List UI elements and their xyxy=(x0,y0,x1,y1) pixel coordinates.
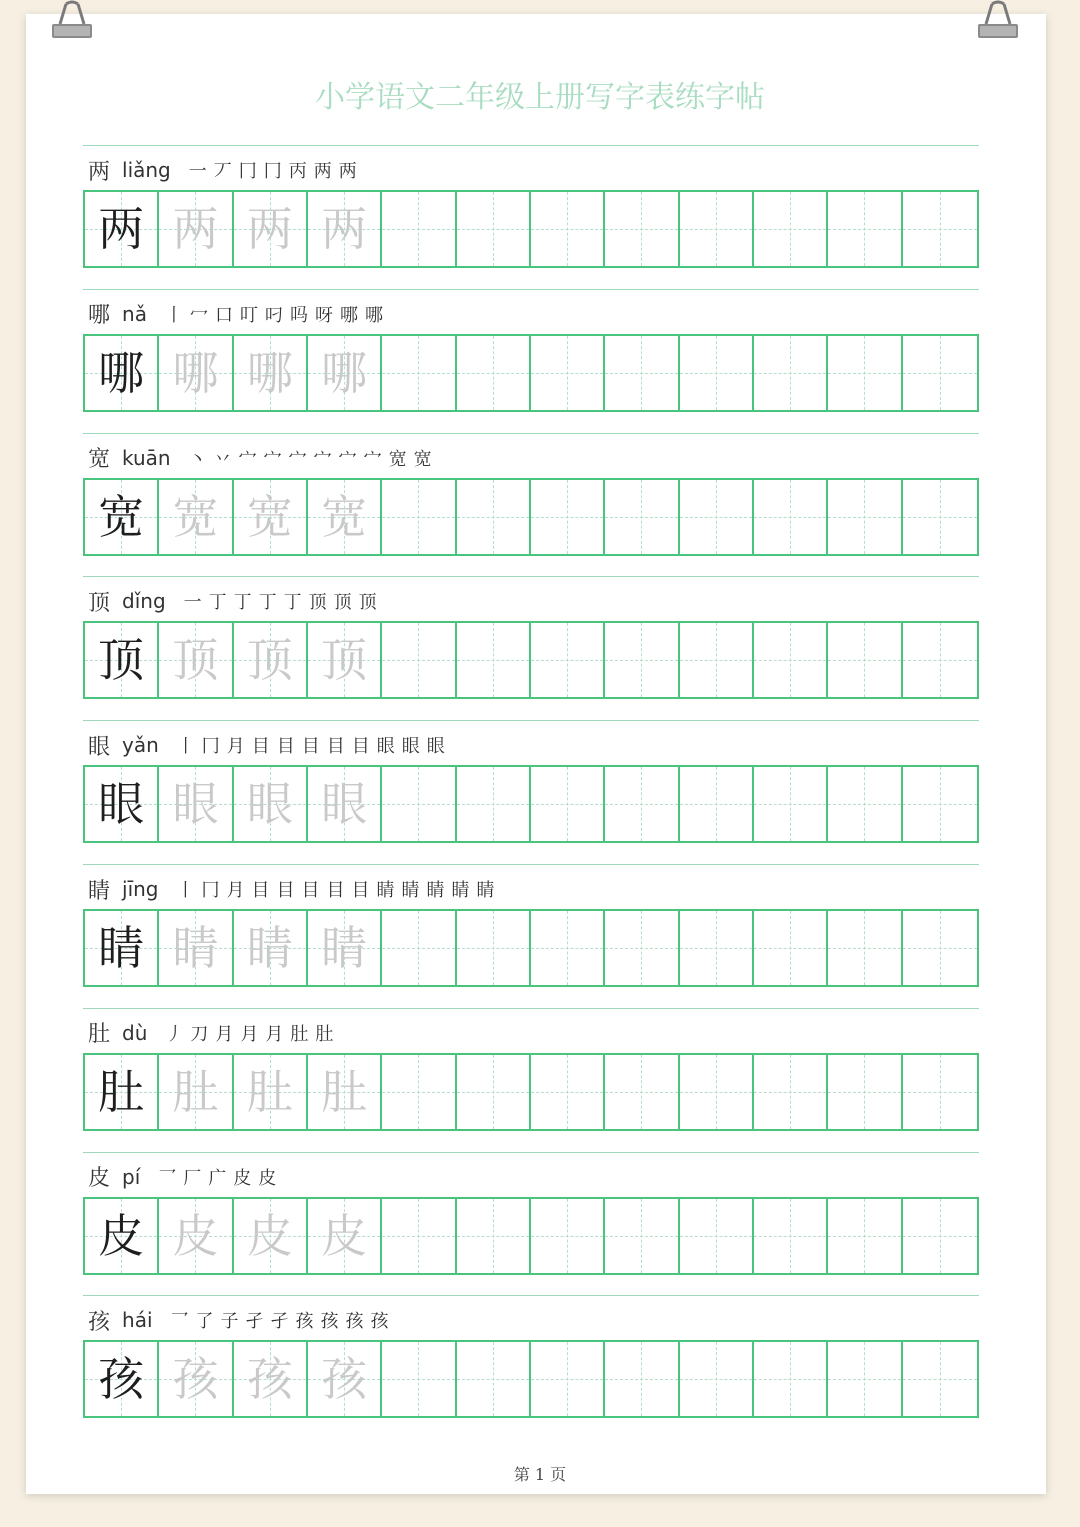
stroke-order-step: 丶 xyxy=(188,448,207,470)
pinyin-label: hái xyxy=(122,1308,153,1333)
writing-cell[interactable] xyxy=(382,192,456,266)
trace-character: 哪 xyxy=(172,345,219,400)
trace-character: 顶 xyxy=(246,633,293,688)
stroke-order-step: 宽 xyxy=(388,448,407,470)
writing-cell[interactable] xyxy=(828,1342,902,1416)
writing-cell[interactable] xyxy=(680,192,754,266)
example-cell xyxy=(159,336,233,410)
stroke-order-step: 宀 xyxy=(363,448,382,470)
stroke-order-step: 丁 xyxy=(208,592,227,614)
stroke-order-step: 目 xyxy=(326,736,345,758)
writing-cell[interactable] xyxy=(605,480,679,554)
writing-cell[interactable] xyxy=(531,480,605,554)
writing-grid xyxy=(83,765,979,843)
stroke-order-step: 目 xyxy=(326,880,345,901)
pinyin-label: jīng xyxy=(122,877,159,901)
trace-character: 孩 xyxy=(172,1352,219,1407)
stroke-order-step: 孑 xyxy=(245,1311,264,1333)
stroke-order-step: 冂 xyxy=(201,736,220,758)
divider xyxy=(83,576,979,577)
practice-block xyxy=(83,433,977,571)
stroke-order-step: 眼 xyxy=(401,736,420,758)
divider xyxy=(83,720,979,721)
model-character: 孩 xyxy=(98,1352,145,1407)
stroke-order-step: 两 xyxy=(338,161,357,182)
writing-grid xyxy=(83,621,979,699)
writing-cell[interactable] xyxy=(754,480,828,554)
stroke-order-step: 叮 xyxy=(239,304,258,326)
writing-cell[interactable] xyxy=(680,1342,754,1416)
model-character: 肚 xyxy=(98,1064,145,1119)
binder-clip-icon xyxy=(976,0,1020,42)
trace-character: 哪 xyxy=(246,345,293,400)
example-cell xyxy=(234,1342,308,1416)
stroke-order-step: 目 xyxy=(301,880,320,901)
trace-character: 眼 xyxy=(246,777,293,832)
stroke-order-step: 丨 xyxy=(176,880,195,901)
example-cell xyxy=(234,1055,308,1129)
writing-cell[interactable] xyxy=(382,1199,456,1273)
writing-cell[interactable] xyxy=(903,192,977,266)
trace-character: 睛 xyxy=(246,921,293,975)
practice-block xyxy=(83,145,977,283)
stroke-order-step: 目 xyxy=(251,880,270,901)
writing-grid xyxy=(83,1053,979,1131)
character-label: 眼 xyxy=(88,734,111,760)
character-info xyxy=(88,730,452,760)
writing-grid xyxy=(83,478,979,556)
writing-cell[interactable] xyxy=(457,767,531,841)
trace-character: 皮 xyxy=(172,1208,219,1263)
stroke-order-step: 乛 xyxy=(170,1311,189,1333)
example-cell xyxy=(159,623,233,697)
divider xyxy=(83,1152,979,1153)
example-cell xyxy=(159,911,233,985)
model-character: 睛 xyxy=(98,921,145,975)
writing-cell[interactable] xyxy=(828,336,902,410)
pinyin-label: nǎ xyxy=(122,301,147,326)
stroke-order-step: 哪 xyxy=(339,304,358,326)
writing-cell[interactable] xyxy=(382,480,456,554)
example-cell xyxy=(234,336,308,410)
stroke-order-step: 呀 xyxy=(314,304,333,326)
writing-cell[interactable] xyxy=(457,1342,531,1416)
model-character: 眼 xyxy=(98,777,145,832)
writing-cell[interactable] xyxy=(605,336,679,410)
practice-block xyxy=(83,864,977,1002)
writing-cell[interactable] xyxy=(903,767,977,841)
writing-cell[interactable] xyxy=(605,623,679,697)
example-cell xyxy=(308,1199,382,1273)
writing-cell[interactable] xyxy=(382,911,456,985)
writing-cell[interactable] xyxy=(680,336,754,410)
pinyin-label: dǐng xyxy=(122,589,166,614)
stroke-order-step: 宀 xyxy=(288,448,307,470)
example-cell xyxy=(85,1342,159,1416)
stroke-order-step: 冂 xyxy=(201,880,220,901)
trace-character: 孩 xyxy=(321,1352,368,1407)
stroke-order-step: 月 xyxy=(226,736,245,758)
stroke-order-step: 丨 xyxy=(176,736,195,758)
stroke-order-step: 宀 xyxy=(263,448,282,470)
example-cell xyxy=(159,1199,233,1273)
writing-cell[interactable] xyxy=(680,767,754,841)
stroke-order-step: 丁 xyxy=(258,592,277,614)
writing-cell[interactable] xyxy=(903,911,977,985)
example-cell xyxy=(85,480,159,554)
example-cell xyxy=(308,767,382,841)
example-cell xyxy=(85,767,159,841)
writing-cell[interactable] xyxy=(828,192,902,266)
example-cell xyxy=(159,1342,233,1416)
stroke-order-step: 顶 xyxy=(358,592,377,614)
writing-cell[interactable] xyxy=(457,192,531,266)
stroke-order-step: 月 xyxy=(215,1023,234,1045)
practice-block xyxy=(83,576,977,714)
stroke-order-step: 丿 xyxy=(165,1023,184,1045)
trace-character: 两 xyxy=(321,202,368,256)
model-character: 顶 xyxy=(98,633,145,688)
pinyin-label: yǎn xyxy=(122,733,159,758)
stroke-order-step: 眼 xyxy=(426,736,445,758)
pinyin-label: pí xyxy=(122,1164,141,1189)
character-info xyxy=(88,1162,283,1192)
stroke-order-step: 月 xyxy=(226,880,245,901)
divider xyxy=(83,864,979,865)
trace-character: 顶 xyxy=(172,633,219,688)
character-info xyxy=(88,299,390,329)
stroke-order-step: 宀 xyxy=(313,448,332,470)
example-cell xyxy=(85,623,159,697)
character-label: 肚 xyxy=(88,1022,111,1048)
writing-cell[interactable] xyxy=(754,1199,828,1273)
example-cell xyxy=(308,623,382,697)
trace-character: 顶 xyxy=(321,633,368,688)
stroke-order-step: 目 xyxy=(276,736,295,758)
stroke-order-step: 乛 xyxy=(158,1167,177,1189)
trace-character: 眼 xyxy=(172,777,219,832)
writing-cell[interactable] xyxy=(828,623,902,697)
stroke-order-step: 叼 xyxy=(264,304,283,326)
stroke-order-step: 宀 xyxy=(238,448,257,470)
practice-block xyxy=(83,1008,977,1146)
writing-cell[interactable] xyxy=(382,336,456,410)
trace-character: 两 xyxy=(246,202,293,256)
example-cell xyxy=(308,336,382,410)
example-cell xyxy=(234,911,308,985)
example-cell xyxy=(234,480,308,554)
example-cell xyxy=(159,192,233,266)
writing-grid xyxy=(83,1340,979,1418)
writing-cell[interactable] xyxy=(531,1199,605,1273)
trace-character: 眼 xyxy=(321,777,368,832)
stroke-order-step: 皮 xyxy=(258,1167,277,1189)
writing-cell[interactable] xyxy=(754,1055,828,1129)
example-cell xyxy=(234,192,308,266)
writing-cell[interactable] xyxy=(531,767,605,841)
trace-character: 睛 xyxy=(321,921,368,975)
trace-character: 宽 xyxy=(172,489,219,544)
stroke-order-step: 睛 xyxy=(401,880,420,901)
example-cell xyxy=(85,1055,159,1129)
character-info xyxy=(88,1305,396,1335)
writing-cell[interactable] xyxy=(605,767,679,841)
trace-character: 两 xyxy=(172,202,219,256)
example-cell xyxy=(159,767,233,841)
trace-character: 哪 xyxy=(321,345,368,400)
writing-cell[interactable] xyxy=(531,911,605,985)
stroke-order-step: 两 xyxy=(313,161,332,182)
stroke-order-step: 肚 xyxy=(290,1023,309,1045)
writing-cell[interactable] xyxy=(605,1342,679,1416)
writing-cell[interactable] xyxy=(754,192,828,266)
writing-cell[interactable] xyxy=(457,1055,531,1129)
example-cell xyxy=(159,480,233,554)
example-cell xyxy=(308,911,382,985)
writing-cell[interactable] xyxy=(754,623,828,697)
stroke-order-step: 哪 xyxy=(364,304,383,326)
divider xyxy=(83,1295,979,1296)
model-character: 两 xyxy=(98,202,145,256)
stroke-order-step: 宀 xyxy=(338,448,357,470)
example-cell xyxy=(234,1199,308,1273)
stroke-order-step: 睛 xyxy=(376,880,395,901)
stroke-order-step: 月 xyxy=(240,1023,259,1045)
stroke-order-step: 冂 xyxy=(238,161,257,182)
writing-cell[interactable] xyxy=(680,1199,754,1273)
example-cell xyxy=(159,1055,233,1129)
writing-cell[interactable] xyxy=(680,911,754,985)
page-title: 小学语文二年级上册写字表练字帖 xyxy=(315,80,765,115)
stroke-order-step: 丙 xyxy=(288,161,307,182)
trace-character: 皮 xyxy=(246,1208,293,1263)
writing-cell[interactable] xyxy=(605,911,679,985)
stroke-order-step: 目 xyxy=(276,880,295,901)
writing-cell[interactable] xyxy=(903,480,977,554)
stroke-order-step: 目 xyxy=(351,880,370,901)
practice-block xyxy=(83,720,977,858)
example-cell xyxy=(308,1055,382,1129)
stroke-order-step: 吗 xyxy=(289,304,308,326)
writing-cell[interactable] xyxy=(754,911,828,985)
trace-character: 睛 xyxy=(172,921,219,975)
stroke-order-step: 睛 xyxy=(451,880,470,901)
writing-cell[interactable] xyxy=(531,623,605,697)
writing-grid xyxy=(83,190,979,268)
writing-cell[interactable] xyxy=(531,336,605,410)
stroke-order-step: 丷 xyxy=(213,448,232,470)
practice-block xyxy=(83,1295,977,1433)
writing-cell[interactable] xyxy=(754,767,828,841)
stroke-order-step: 睛 xyxy=(476,880,495,901)
example-cell xyxy=(85,911,159,985)
writing-grid xyxy=(83,909,979,987)
model-character: 皮 xyxy=(98,1208,145,1263)
writing-cell[interactable] xyxy=(903,336,977,410)
example-cell xyxy=(308,480,382,554)
stroke-order-step: 目 xyxy=(251,736,270,758)
writing-cell[interactable] xyxy=(382,1342,456,1416)
writing-cell[interactable] xyxy=(828,767,902,841)
writing-cell[interactable] xyxy=(457,480,531,554)
stroke-order-step: 睛 xyxy=(426,880,445,901)
stroke-order-step: 广 xyxy=(208,1167,227,1189)
writing-cell[interactable] xyxy=(754,1342,828,1416)
writing-cell[interactable] xyxy=(531,1342,605,1416)
divider xyxy=(83,289,979,290)
stroke-order-step: 眼 xyxy=(376,736,395,758)
page-number: 第 1 页 xyxy=(513,1465,567,1484)
stroke-order-step: 孩 xyxy=(320,1311,339,1333)
writing-cell[interactable] xyxy=(457,1199,531,1273)
writing-cell[interactable] xyxy=(457,623,531,697)
character-label: 睛 xyxy=(88,878,111,904)
stroke-order-step: 冂 xyxy=(263,161,282,182)
stroke-order-step: 丆 xyxy=(213,161,232,182)
character-label: 宽 xyxy=(88,447,111,473)
character-label: 哪 xyxy=(88,303,111,329)
stroke-order-step: 顶 xyxy=(333,592,352,614)
character-info xyxy=(88,586,384,616)
example-cell xyxy=(234,623,308,697)
writing-cell[interactable] xyxy=(531,192,605,266)
writing-cell[interactable] xyxy=(903,1055,977,1129)
character-info xyxy=(88,874,502,904)
stroke-order-step: 丨 xyxy=(164,304,183,326)
writing-cell[interactable] xyxy=(680,623,754,697)
trace-character: 肚 xyxy=(321,1064,368,1119)
model-character: 宽 xyxy=(98,489,145,544)
stroke-order-step: 孩 xyxy=(295,1311,314,1333)
writing-cell[interactable] xyxy=(605,1199,679,1273)
character-label: 皮 xyxy=(88,1166,111,1192)
trace-character: 宽 xyxy=(321,489,368,544)
divider xyxy=(83,433,979,434)
writing-cell[interactable] xyxy=(605,1055,679,1129)
writing-cell[interactable] xyxy=(828,480,902,554)
writing-cell[interactable] xyxy=(903,623,977,697)
stroke-order-step: 刀 xyxy=(190,1023,209,1045)
character-label: 顶 xyxy=(88,590,111,616)
writing-cell[interactable] xyxy=(531,1055,605,1129)
stroke-order-step: 顶 xyxy=(308,592,327,614)
stroke-order-step: 一 xyxy=(183,592,202,614)
character-info xyxy=(88,443,439,473)
binder-clip-icon xyxy=(50,0,94,42)
stroke-order-step: 子 xyxy=(220,1311,239,1333)
example-cell xyxy=(308,1342,382,1416)
example-cell xyxy=(234,767,308,841)
writing-cell[interactable] xyxy=(382,767,456,841)
practice-block xyxy=(83,289,977,427)
character-info xyxy=(88,155,364,185)
writing-cell[interactable] xyxy=(382,1055,456,1129)
trace-character: 肚 xyxy=(172,1064,219,1119)
trace-character: 孩 xyxy=(246,1352,293,1407)
trace-character: 宽 xyxy=(246,489,293,544)
writing-cell[interactable] xyxy=(457,336,531,410)
pinyin-label: dù xyxy=(122,1020,148,1045)
writing-cell[interactable] xyxy=(605,192,679,266)
character-label: 两 xyxy=(88,159,111,185)
character-label: 孩 xyxy=(88,1309,111,1335)
stroke-order-step: 肚 xyxy=(315,1023,334,1045)
writing-cell[interactable] xyxy=(382,623,456,697)
writing-cell[interactable] xyxy=(680,1055,754,1129)
stroke-order-step: 冖 xyxy=(189,304,208,326)
stroke-order-step: 月 xyxy=(265,1023,284,1045)
stroke-order-step: 孩 xyxy=(370,1311,389,1333)
model-character: 哪 xyxy=(98,345,145,400)
practice-block xyxy=(83,1152,977,1290)
stroke-order-step: 宽 xyxy=(413,448,432,470)
stroke-order-step: 孩 xyxy=(345,1311,364,1333)
stroke-order-step: 厂 xyxy=(183,1167,202,1189)
trace-character: 皮 xyxy=(321,1208,368,1263)
writing-cell[interactable] xyxy=(828,1055,902,1129)
pinyin-label: kuān xyxy=(122,445,171,470)
writing-cell[interactable] xyxy=(457,911,531,985)
example-cell xyxy=(85,1199,159,1273)
stroke-order-step: 丁 xyxy=(233,592,252,614)
divider xyxy=(83,145,979,146)
stroke-order-step: 口 xyxy=(214,304,233,326)
writing-cell[interactable] xyxy=(828,1199,902,1273)
writing-cell[interactable] xyxy=(754,336,828,410)
writing-cell[interactable] xyxy=(903,1342,977,1416)
example-cell xyxy=(85,192,159,266)
writing-grid xyxy=(83,1197,979,1275)
example-cell xyxy=(308,192,382,266)
stroke-order-step: 目 xyxy=(351,736,370,758)
stroke-order-step: 目 xyxy=(301,736,320,758)
writing-grid xyxy=(83,334,979,412)
character-info xyxy=(88,1018,340,1048)
writing-cell[interactable] xyxy=(903,1199,977,1273)
trace-character: 肚 xyxy=(246,1064,293,1119)
stroke-order-step: 孑 xyxy=(270,1311,289,1333)
pinyin-label: liǎng xyxy=(122,158,171,182)
divider xyxy=(83,1008,979,1009)
example-cell xyxy=(85,336,159,410)
stroke-order-step: 皮 xyxy=(233,1167,252,1189)
stroke-order-step: 了 xyxy=(195,1311,214,1333)
stroke-order-step: 一 xyxy=(188,161,207,182)
writing-cell[interactable] xyxy=(828,911,902,985)
stroke-order-step: 丁 xyxy=(283,592,302,614)
writing-cell[interactable] xyxy=(680,480,754,554)
